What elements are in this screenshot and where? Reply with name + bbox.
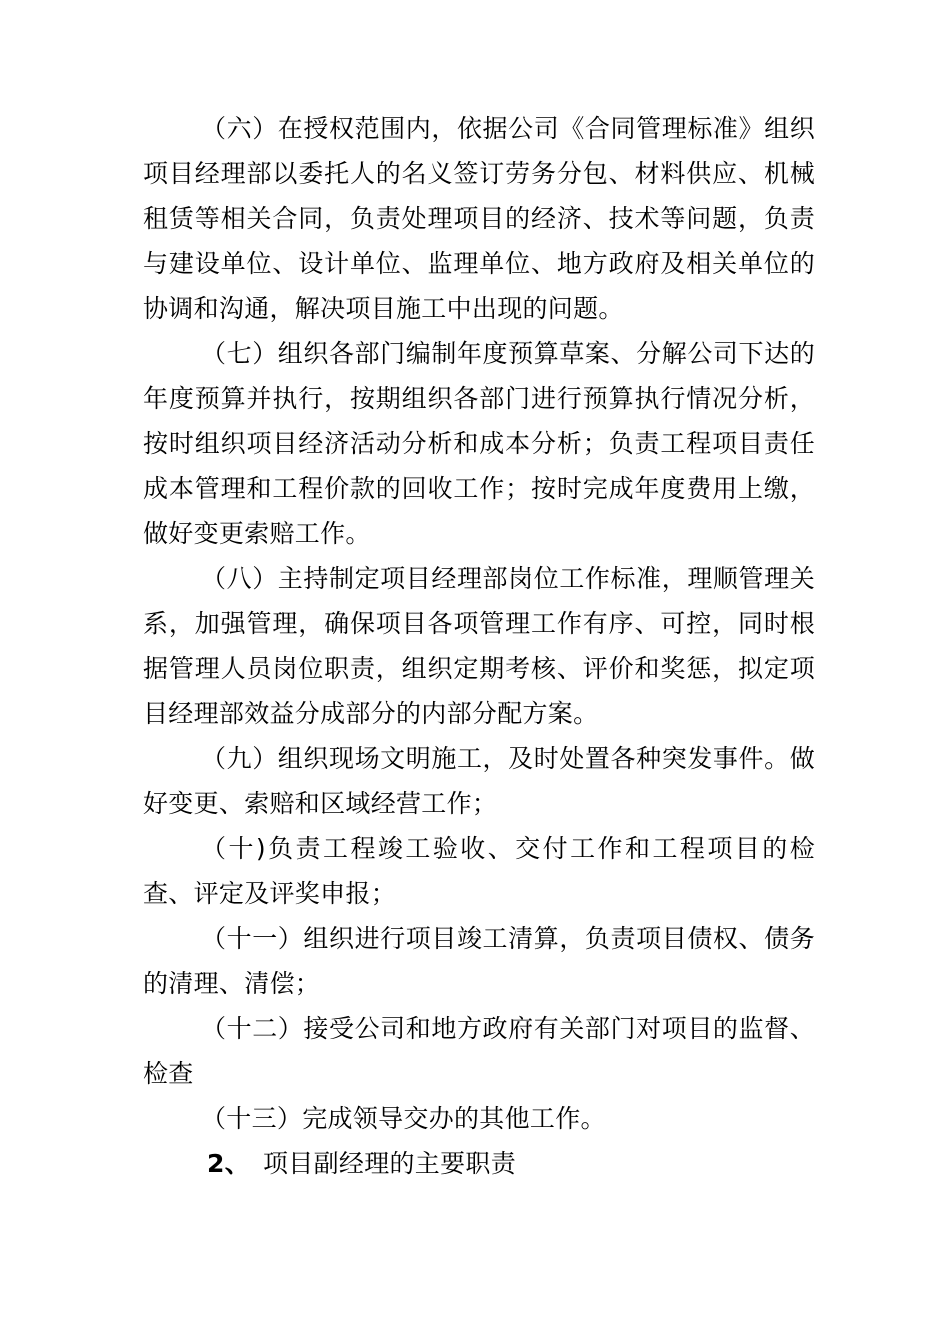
paragraph-item-12: （十二）接受公司和地方政府有关部门对项目的监督、检查 xyxy=(143,1014,815,1088)
paragraph-item-8: （八）主持制定项目经理部岗位工作标准，理顺管理关系，加强管理，确保项目各项管理工作有序、可控，同时根据管理人员岗位职责，组织定期考核、评价和奖惩，拟定项目经理部效益分成部分的内部分配方案。 xyxy=(143,564,815,728)
paragraph-item-6: （六）在授权范围内，依据公司《合同管理标准》组织项目经理部以委托人的名义签订劳务分包、材料供应、机械租赁等相关合同，负责处理项目的经济、技术等问题，负责与建设单位、设计单位、监理单位、地方政府及相关单位的协调和沟通，解决项目施工中出现的问题。 xyxy=(143,114,815,323)
document-body xyxy=(143,106,815,1186)
paragraph-item-7: （七）组织各部门编制年度预算草案、分解公司下达的年度预算并执行，按期组织各部门进行预算执行情况分析，按时组织项目经济活动分析和成本分析；负责工程项目责任成本管理和工程价款的回收工作；按时完成年度费用上缴，做好变更索赔工作。 xyxy=(143,339,815,548)
section-number: 2、 xyxy=(207,1149,250,1178)
paragraph-item-11: （十一）组织进行项目竣工清算，负责项目债权、债务的清理、清偿； xyxy=(143,924,815,998)
section-heading xyxy=(143,1141,815,1186)
paragraph-item-10: （十)负责工程竣工验收、交付工作和工程项目的检查、评定及评奖申报； xyxy=(143,834,815,908)
paragraph-item-9: （九）组织现场文明施工，及时处置各种突发事件。做好变更、索赔和区域经营工作； xyxy=(143,744,815,818)
section-title: 项目副经理的主要职责 xyxy=(263,1149,517,1178)
paragraph-item-13: （十三）完成领导交办的其他工作。 xyxy=(201,1104,606,1133)
